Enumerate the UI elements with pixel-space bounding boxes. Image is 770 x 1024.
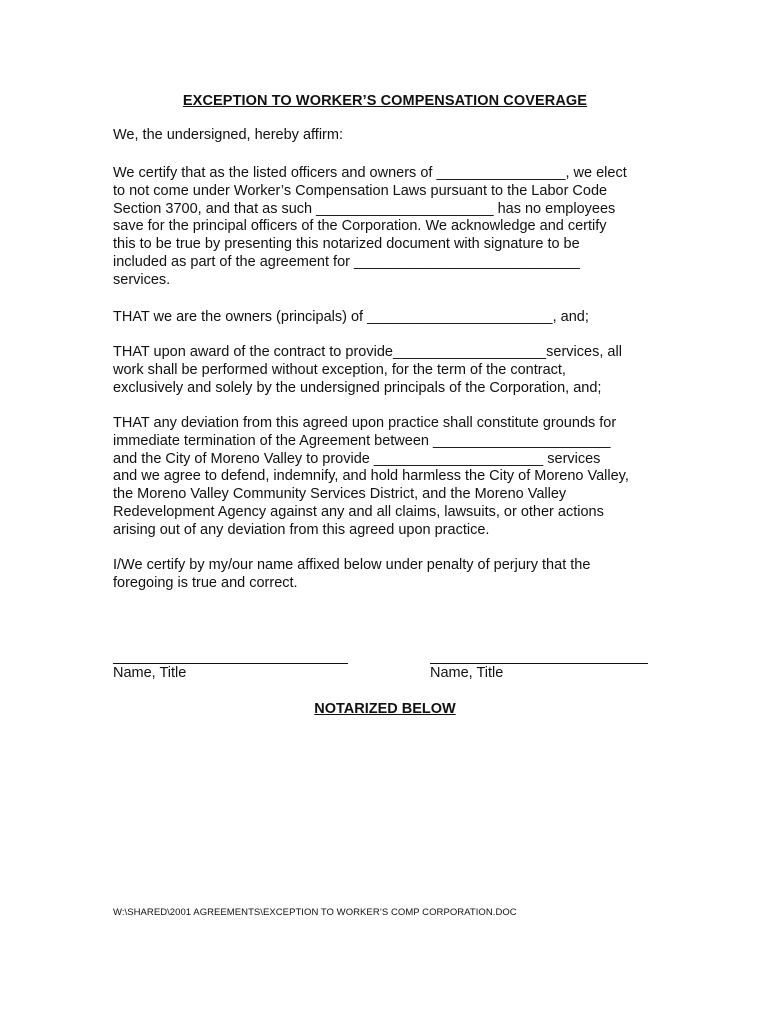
paragraph-certify: We certify that as the listed officers and owners of ________________, we elect to not come under Worker’s Compensation Laws pursuant to the Labor Code Section 3700, and that as such ______________________ has no employees save for the principal officers of the Corporation. We acknowledge and certify this to be true by presenting this notarized document with signature to be included as part of the agreement for ____________________________ services. (113, 165, 627, 288)
paragraph-award: THAT upon award of the contract to provide___________________services, all work shall be performed without exception, for the term of the contract, exclusively and solely by the undersigned principals of the Corporation, and; (113, 344, 622, 396)
paragraph-deviation: THAT any deviation from this agreed upon practice shall constitute grounds for immediate termination of the Agreement between ______________________ and the City of Moreno Valley to provide _____________________ services and we agree to defend, indemnify, and hold harmless the City of Moreno Valley, the Moreno Valley Community Services District, and the Moreno Valley Redevelopment Agency against any and all claims, lawsuits, or other actions arising out of any deviation from this agreed upon practice. (113, 415, 629, 538)
document-title: EXCEPTION TO WORKER’S COMPENSATION COVERAGE (182, 93, 588, 109)
notarized-heading: NOTARIZED BELOW (314, 701, 456, 717)
signature-label-left: Name, Title (113, 665, 187, 681)
paragraph-owners: THAT we are the owners (principals) of _______________________, and; (113, 309, 589, 325)
paragraph-perjury: I/We certify by my/our name affixed below under penalty of perjury that the foregoing is true and correct. (113, 557, 591, 591)
signature-line-right (430, 663, 648, 664)
signature-label-right: Name, Title (430, 665, 504, 681)
paragraph-affirm: We, the undersigned, hereby affirm: (113, 127, 343, 143)
signature-line-left (113, 663, 348, 664)
file-path-footer: W:\SHARED\2001 AGREEMENTS\EXCEPTION TO WORKER’S COMP CORPORATION.DOC (113, 907, 517, 918)
